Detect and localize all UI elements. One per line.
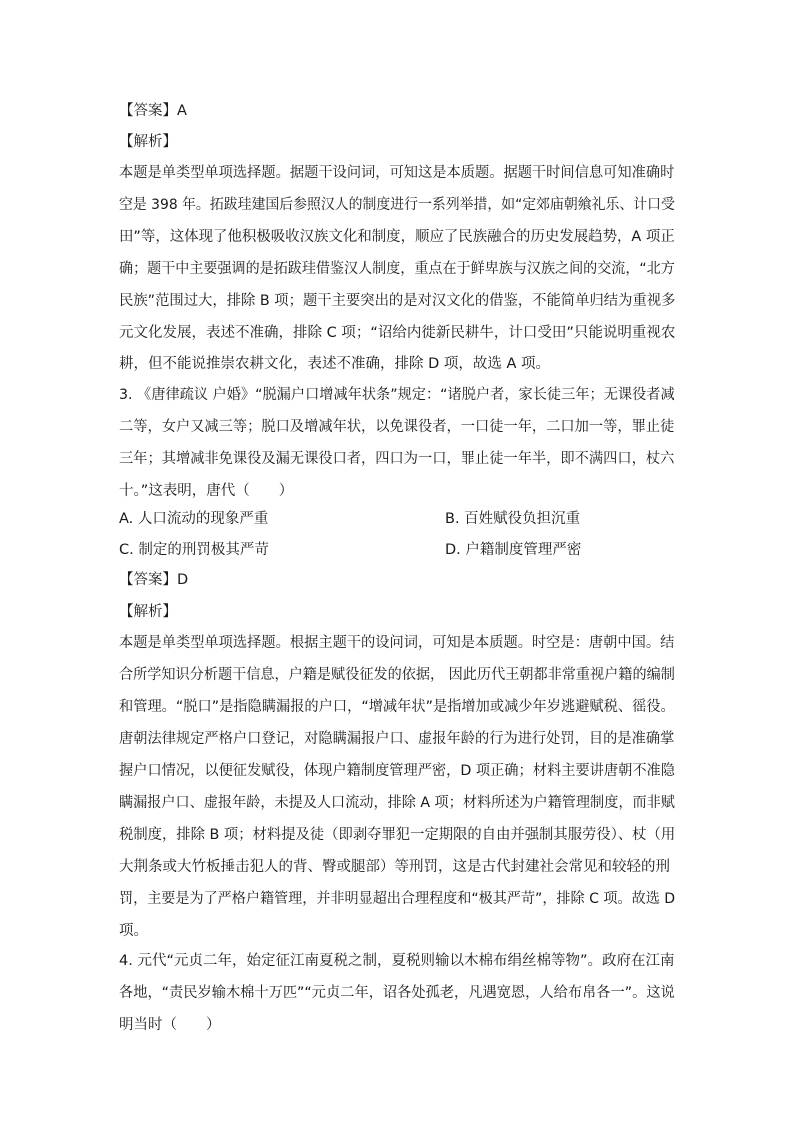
q3-analysis-line: 唐朝法律规定严格户口登记，对隐瞒漏报户口、虚报年龄的行为进行处罚，目的是准确掌 <box>119 731 675 747</box>
q3-analysis-line: 税制度，排除 B 项；材料提及徒（即剥夺罪犯一定期限的自由并强制其服劳役）、杖（用 <box>119 827 676 843</box>
q2-analysis-line: 民族”范围过大，排除 B 项；题干主要突出的是对汉文化的借鉴，不能简单归结为重视多 <box>119 293 676 309</box>
q3-stem-line: 3. 《唐律疏议 户婚》“脱漏户口增减年状条”规定：“诸脱户者，家长徒三年；无课役者减 <box>119 387 675 403</box>
q3-analysis-line: 合所学知识分析题干信息，户籍是赋役征发的依据， 因此历代王朝都非常重视户籍的编制 <box>119 667 675 683</box>
q3-answer: 【答案】D <box>119 572 189 588</box>
q3-analysis-line: 大荆条或大竹板捶击犯人的背、臀或腿部）等刑罚，这是古代封建社会常见和较轻的刑 <box>119 859 670 875</box>
q3-stem-line: 二等，女户又减三等；脱口及增减年状，以免课役者，一口徒一年，二口加一等，罪止徒 <box>119 419 675 435</box>
q3-analysis-heading: 【解析】 <box>119 604 177 620</box>
q3-option-c: C. 制定的刑罚极其严苛 <box>119 542 269 558</box>
q3-analysis-line: 本题是单类型单项选择题。根据主题干的设问词，可知是本质题。时空是：唐朝中国。结 <box>119 635 675 651</box>
q4-stem-line: 明当时（ ） <box>119 1017 221 1033</box>
q2-analysis-line: 耕，但不能说推崇农耕文化，表述不准确，排除 D 项，故选 A 项。 <box>119 356 551 372</box>
q2-analysis-line: 确；题干中主要强调的是拓跋珪借鉴汉人制度，重点在于鲜卑族与汉族之间的交流，“北方 <box>119 261 675 277</box>
q3-stem-line: 十。”这表明，唐代（ ） <box>119 483 294 499</box>
q2-analysis-line: 田”等，这体现了他积极吸收汉族文化和制度，顺应了民族融合的历史发展趋势，A 项正 <box>119 229 675 245</box>
q3-option-a: A. 人口流动的现象严重 <box>119 511 269 527</box>
q3-analysis-line: 项。 <box>119 923 148 939</box>
q2-analysis-line: 空是 398 年。拓跋珪建国后参照汉人的制度进行一系列举措，如“定郊庙朝飨礼乐、计口受 <box>119 197 675 213</box>
q3-option-b: B. 百姓赋役负担沉重 <box>445 511 581 527</box>
q3-option-d: D. 户籍制度管理严密 <box>445 542 582 558</box>
q2-analysis-line: 本题是单类型单项选择题。据题干设问词，可知这是本质题。据题干时间信息可知准确时 <box>119 165 675 181</box>
q3-analysis-line: 握户口情况，以便征发赋役，体现户籍制度管理严密，D 项正确；材料主要讲唐朝不准隐 <box>119 763 676 779</box>
q4-stem-line: 4. 元代“元贞二年，始定征江南夏税之制，夏税则输以木棉布绢丝棉等物”。政府在江南 <box>119 953 675 969</box>
q3-stem-line: 三年；其增减非免课役及漏无课役口者，四口为一口，罪止徒一年半，即不满四口，杖六 <box>119 451 675 467</box>
q2-analysis-heading: 【解析】 <box>119 134 177 150</box>
q3-analysis-line: 罚，主要是为了严格户籍管理，并非明显超出合理程度和“极其严苛”，排除 C 项。故选 D <box>119 891 676 907</box>
q3-analysis-line: 瞒漏报户口、虚报年龄，未提及人口流动，排除 A 项；材料所述为户籍管理制度，而非赋 <box>119 795 675 811</box>
q3-analysis-line: 和管理。“脱口”是指隐瞒漏报的户口，“增减年状”是指增加或减少年岁逃避赋税、徭役。 <box>119 699 675 715</box>
q2-answer: 【答案】A <box>119 103 187 119</box>
q2-analysis-line: 元文化发展，表述不准确，排除 C 项；“诏给内徙新民耕牛，计口受田”只能说明重视农 <box>119 325 676 341</box>
q4-stem-line: 各地，“责民岁输木棉十万匹”“元贞二年，诏各处孤老，凡遇宽恩，人给布帛各一”。这说 <box>119 985 675 1001</box>
